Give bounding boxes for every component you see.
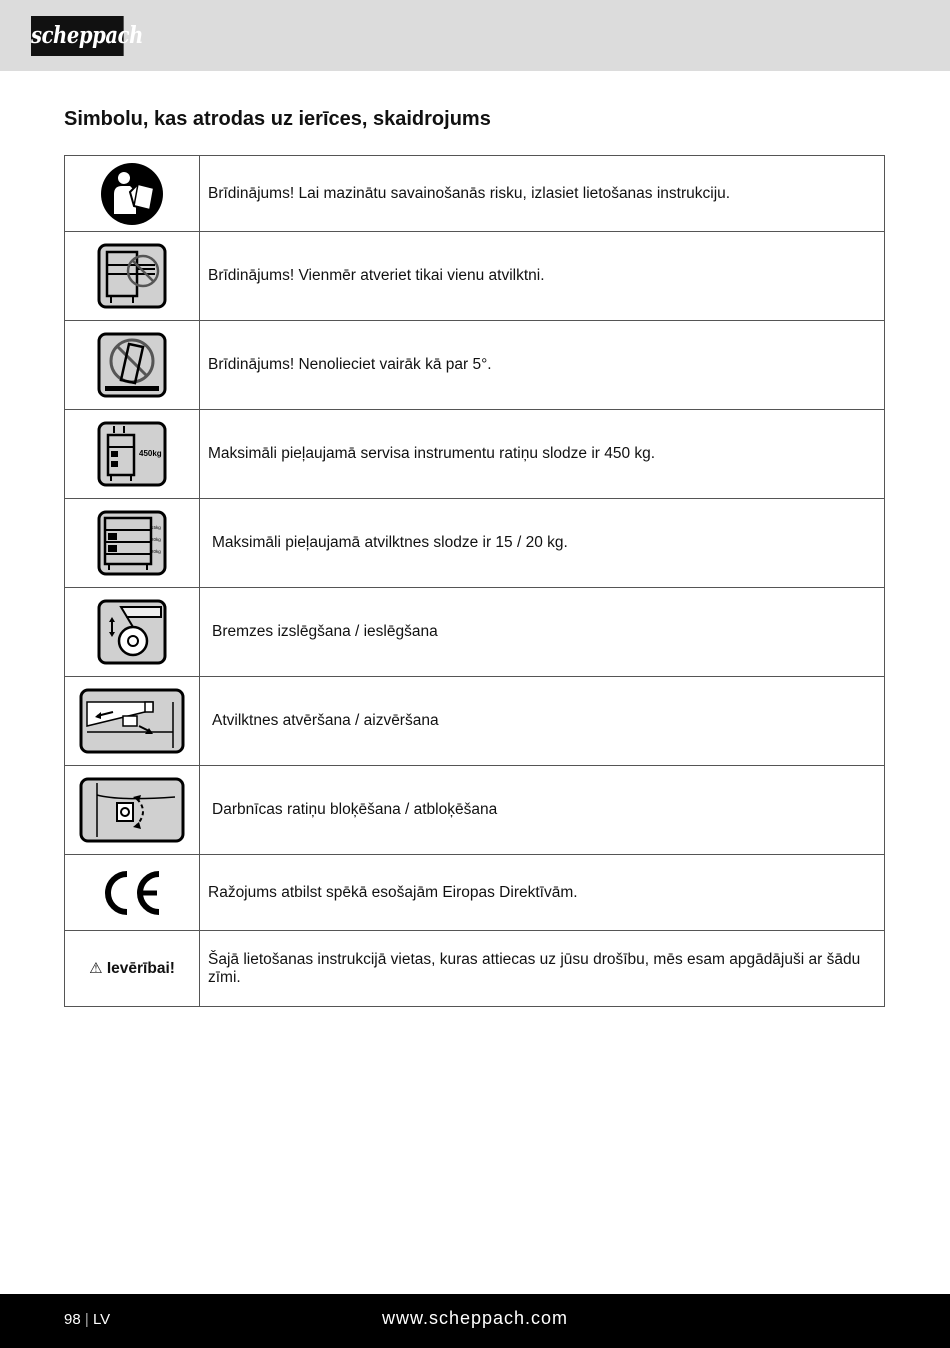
row-description: Bremzes izslēgšana / ieslēgšana	[200, 588, 885, 677]
table-row	[65, 855, 885, 931]
row-description: Brīdinājums! Lai mazinātu savainošanās risku, izlasiet lietošanas instrukciju.	[200, 156, 885, 232]
warning-triangle-icon: ⚠	[89, 960, 103, 977]
row-description: Maksimāli pieļaujamā servisa instrumentu ratiņu slodze ir 450 kg.	[200, 410, 885, 499]
website-link[interactable]: www.scheppach.com	[381, 1308, 569, 1328]
brake-wheel-icon	[97, 599, 167, 665]
careful-label: Ievērībai!	[106, 960, 175, 977]
table-row	[65, 321, 885, 410]
no-tilt-icon	[97, 332, 167, 398]
svg-text:15kg: 15kg	[151, 525, 161, 530]
table-row	[65, 232, 885, 321]
table-row	[65, 156, 885, 232]
row-description: Brīdinājums! Nenolieciet vairāk kā par 5°.	[200, 321, 885, 410]
table-row	[65, 677, 885, 766]
drawer-open-close-icon	[79, 688, 185, 754]
cart-lock-icon	[79, 777, 185, 843]
load-label: 450kg	[139, 449, 162, 458]
footer-bar	[0, 1294, 950, 1348]
read-manual-icon	[100, 162, 164, 226]
row-description: Atvilktnes atvēršana / aizvēršana	[200, 677, 885, 766]
table-row	[65, 766, 885, 855]
header-bar	[0, 0, 950, 71]
row-description: Šajā lietošanas instrukcijā vietas, kuras attiecas uz jūsu drošību, mēs esam apgādājuši ar šādu zīmi.	[200, 931, 885, 1007]
svg-text:20kg: 20kg	[151, 549, 161, 554]
page-title: Simbolu, kas atrodas uz ierīces, skaidrojums	[64, 108, 491, 130]
scheppach-logo: scheppach	[31, 16, 124, 56]
ce-mark-icon	[97, 866, 167, 920]
symbols-table	[64, 155, 885, 1007]
row-description: Darbnīcas ratiņu bloķēšana / atbloķēšana	[200, 766, 885, 855]
row-description: Ražojums atbilst spēkā esošajām Eiropas Direktīvām.	[200, 855, 885, 931]
row-description: Brīdinājums! Vienmēr atveriet tikai vienu atvilktni.	[200, 232, 885, 321]
one-drawer-only-icon	[97, 243, 167, 309]
table-row	[65, 588, 885, 677]
table-row	[65, 499, 885, 588]
svg-text:20kg: 20kg	[151, 537, 161, 542]
row-description: Maksimāli pieļaujamā atvilktnes slodze ir 15 / 20 kg.	[200, 499, 885, 588]
page-number: 98 | LV	[64, 1311, 111, 1328]
drawer-load-icon	[97, 510, 167, 576]
table-row	[65, 410, 885, 499]
max-load-cart-icon	[97, 421, 167, 487]
table-row	[65, 931, 885, 1007]
